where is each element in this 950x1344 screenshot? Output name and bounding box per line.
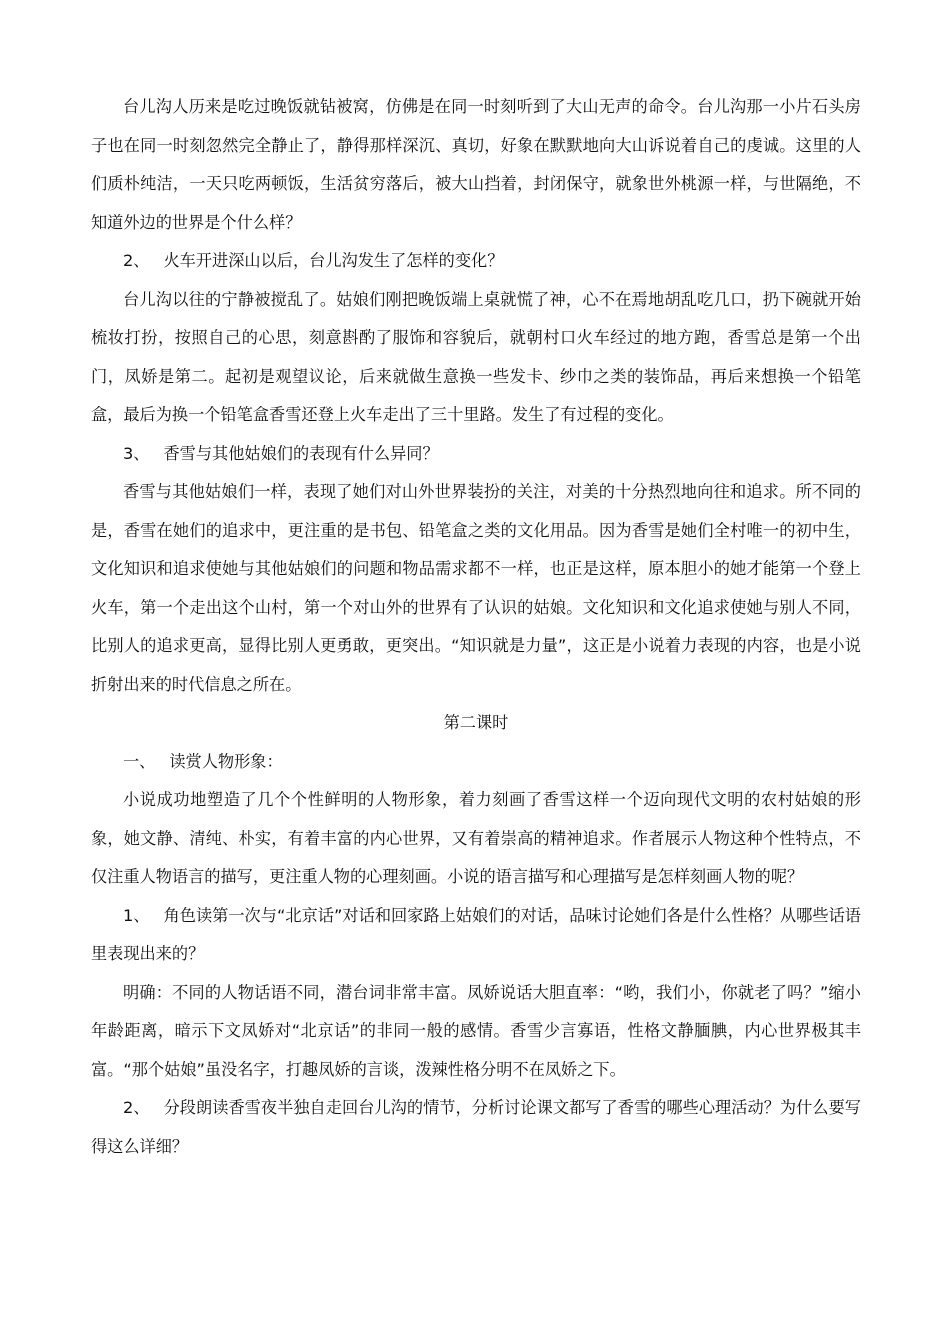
section-title: 第二课时 [443,713,509,732]
question-number: 1、 [123,905,150,925]
question-number: 3、 [123,443,150,463]
question-3 [91,435,861,474]
document-page [91,88,861,1166]
question-number: 2、 [123,251,150,270]
section-heading-text: 读赏人物形象： [169,751,283,771]
question-text: 火车开进深山以后，台儿沟发生了怎样的变化？ [163,251,504,270]
paragraph-answer: 明确：不同的人物话语不同，潜台词非常丰富。凤娇说话大胆直率：“哟，我们小，你就老了吗？”缩小年龄距离，暗示下文凤娇对“北京话”的非同一般的感情。香雪少言寡语，性格文静腼腆，内心世界极其丰富。“那个姑娘”虽没名字，打趣凤娇的言谈，泼辣性格分明不在凤娇之下。 [91,982,861,1079]
question-role-reading [91,897,861,974]
question-text: 分段朗读香雪夜半独自走回台儿沟的情节，分析讨论课文都写了香雪的哪些心理活动？为什么要写得这么详细？ [91,1098,861,1156]
question-2 [91,242,861,281]
question-number: 2、 [123,1098,150,1117]
paragraph-villagers: 台儿沟人历来是吃过晚饭就钻被窝，仿佛是在同一时刻听到了大山无声的命令。台儿沟那一小片石头房子也在同一时刻忽然完全静止了，静得那样深沉、真切，好象在默默地向大山诉说着自己的虔诚。这里的人们质朴纯洁，一天只吃两顿饭，生活贫穷落后，被大山挡着，封闭保守，就象世外桃源一样，与世隔绝，不知道外边的世界是个什么样？ [91,97,861,232]
paragraph-changes: 台儿沟以往的宁静被搅乱了。姑娘们刚把晚饭端上桌就慌了神，心不在焉地胡乱吃几口，扔下碗就开始梳妆打扮，按照自己的心思，刻意斟酌了服饰和容貌后，就朝村口火车经过的地方跑，香雪总是第一个出门，凤娇是第二。起初是观望议论，后来就做生意换一些发卡、纱巾之类的装饰品，再后来想换一个铅笔盒，最后为换一个铅笔盒香雪还登上火车走出了三十里路。发生了有过程的变化。 [91,289,861,424]
section-number: 一、 [123,751,156,771]
question-psychology [91,1089,861,1166]
question-text: 角色读第一次与“北京话”对话和回家路上姑娘们的对话，品味讨论她们各是什么性格？从哪些话语里表现出来的？ [91,905,861,963]
paragraph-characters: 小说成功地塑造了几个个性鲜明的人物形象，着力刻画了香雪这样一个迈向现代文明的农村姑娘的形象，她文静、清纯、朴实，有着丰富的内心世界，又有着崇高的精神追求。作者展示人物这种个性特点，不仅注重人物语言的描写，更注重人物的心理刻画。小说的语言描写和心理描写是怎样刻画人物的呢？ [91,790,861,886]
question-text: 香雪与其他姑娘们的表现有什么异同？ [163,443,439,463]
paragraph-comparison: 香雪与其他姑娘们一样，表现了她们对山外世界装扮的关注，对美的十分热烈地向往和追求。所不同的是，香雪在她们的追求中，更注重的是书包、铅笔盒之类的文化用品。因为香雪是她们全村唯一的初中生，文化知识和追求使她与其他姑娘们的问题和物品需求都不一样，也正是这样，原本胆小的她才能第一个登上火车，第一个走出这个山村，第一个对山外的世界有了认识的姑娘。文化知识和文化追求使她与别人不同，比别人的追求更高，显得比别人更勇敢，更突出。“知识就是力量”，这正是小说着力表现的内容，也是小说折射出来的时代信息之所在。 [91,482,861,694]
section-heading-1 [91,743,861,782]
